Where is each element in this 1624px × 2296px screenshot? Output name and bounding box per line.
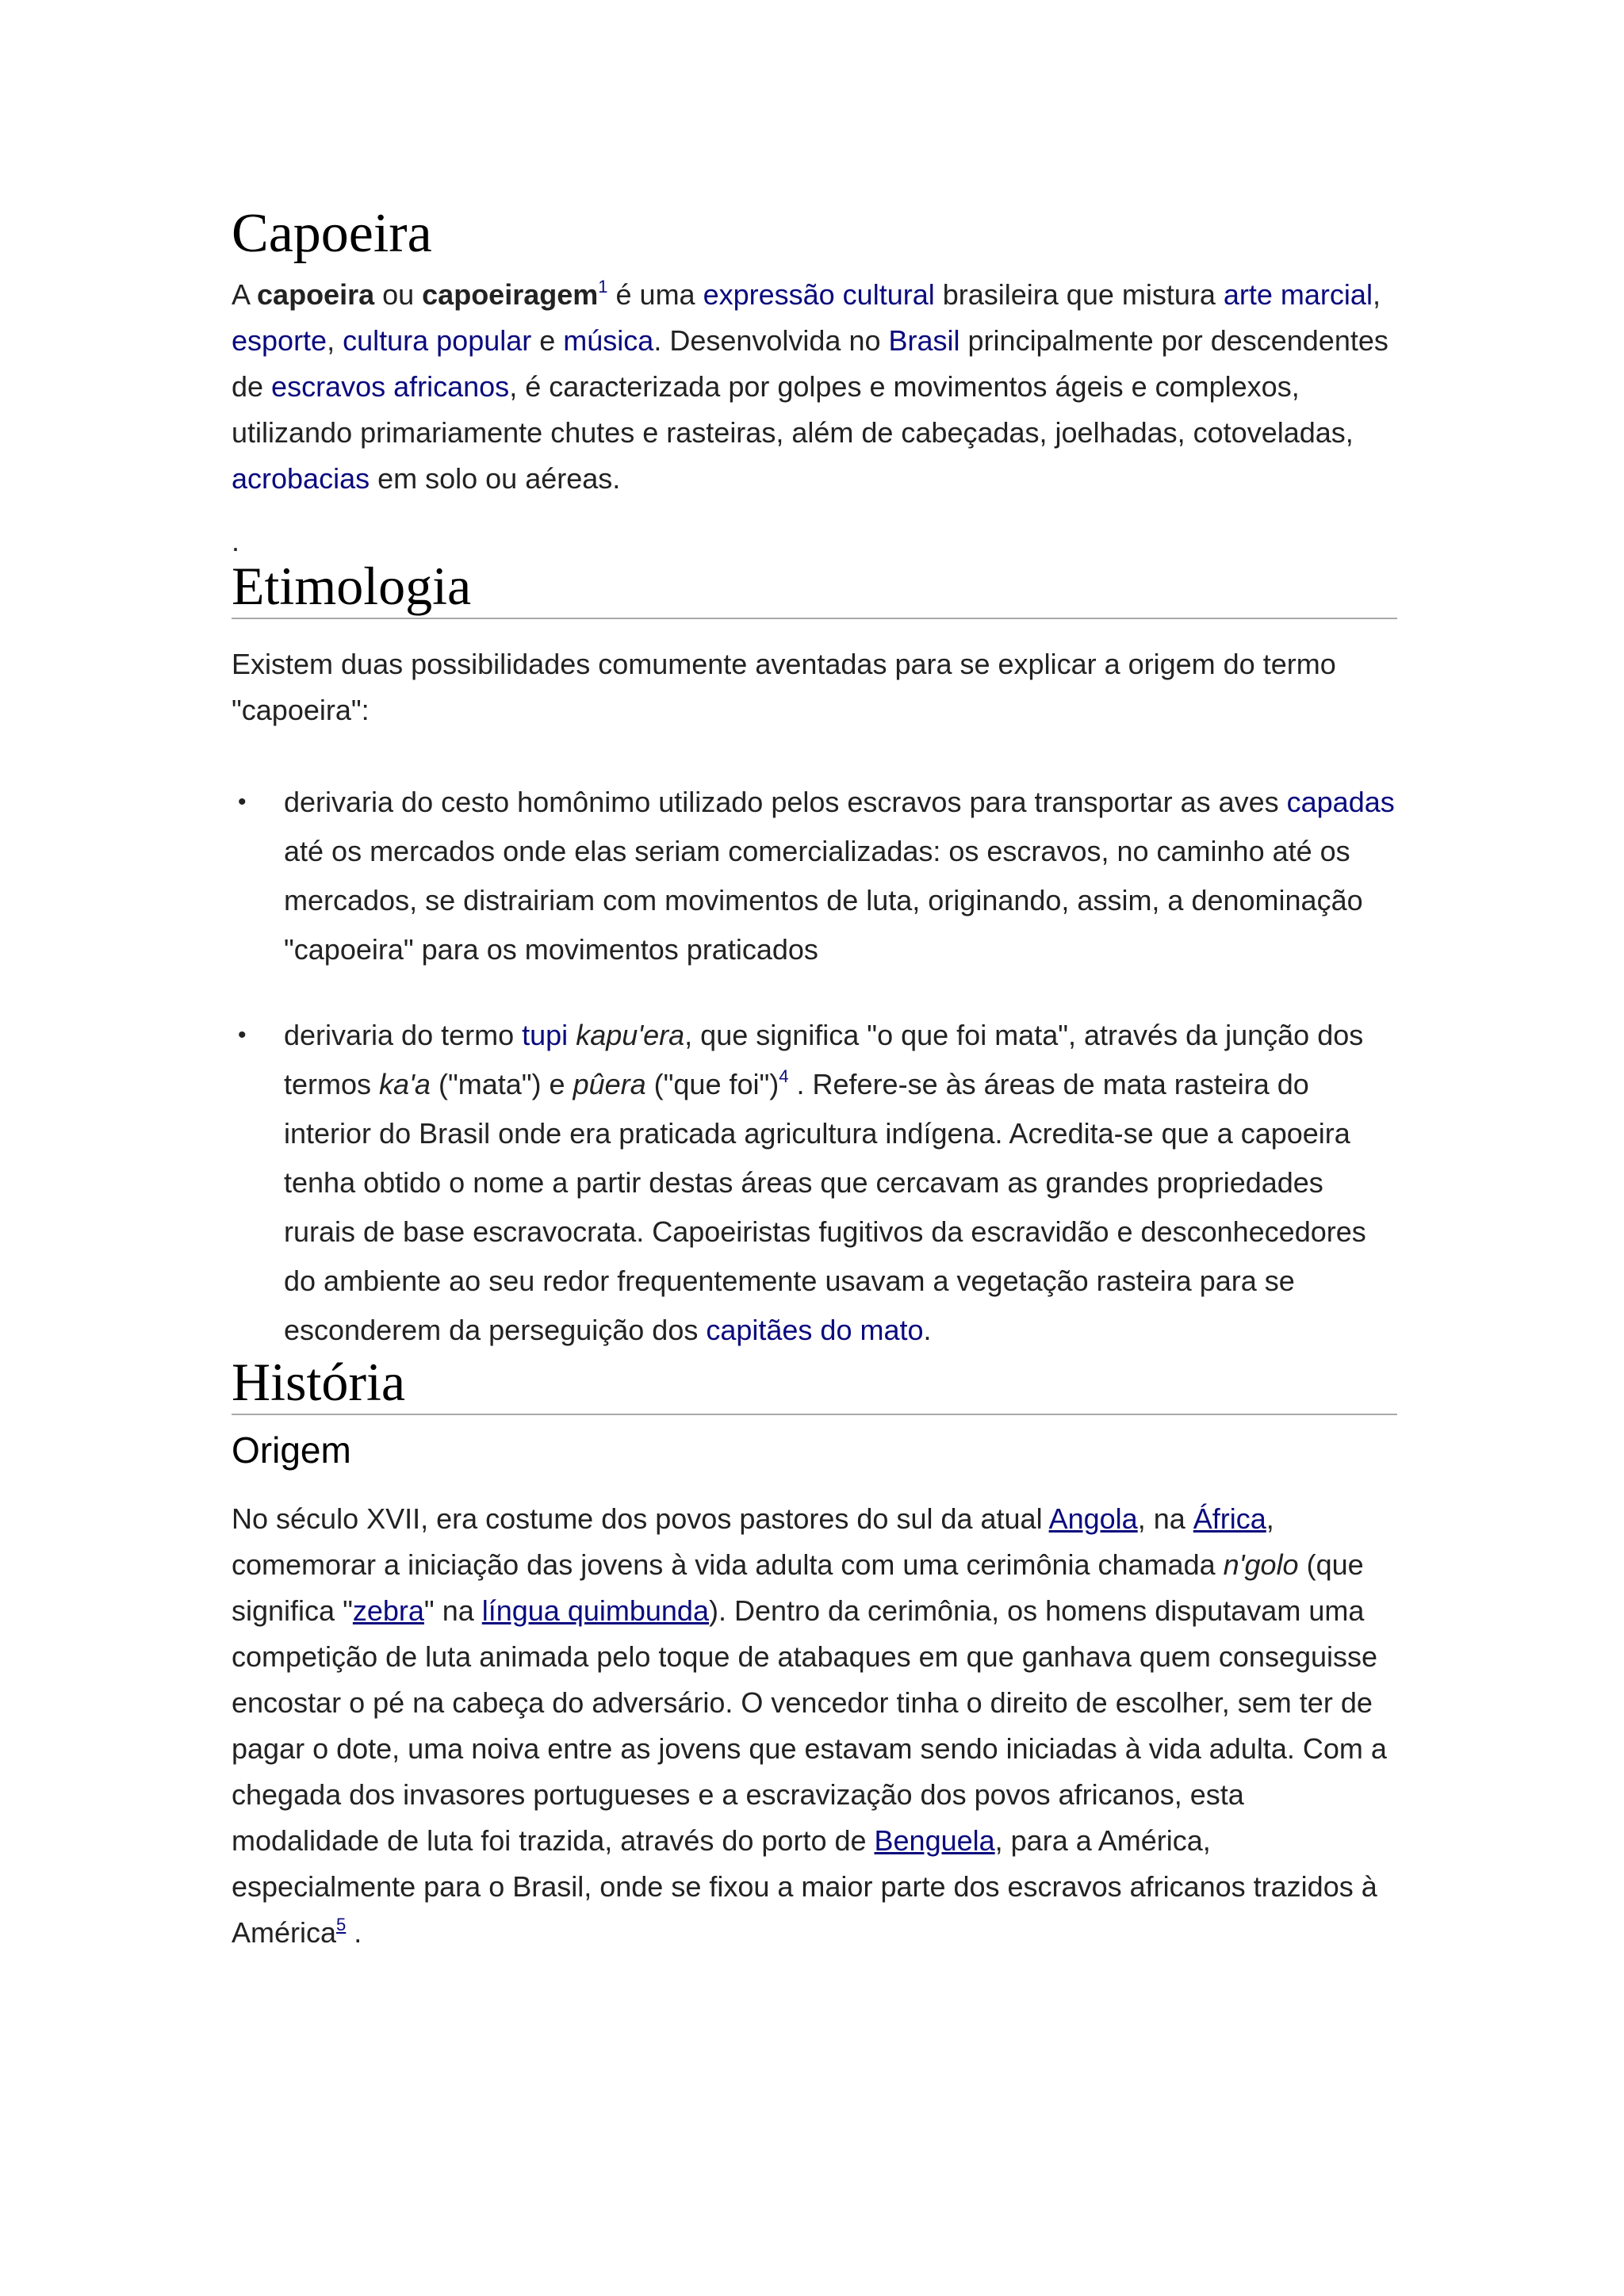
para-text: , comemorar a iniciação das jovens à vida adulta com uma cerimônia chamada <box>232 1502 1274 1581</box>
link-escravos-africanos[interactable]: escravos africanos <box>271 370 510 403</box>
para-text: , na <box>1137 1502 1193 1535</box>
para-text: No século XVII, era costume dos povos pastores do sul da atual <box>232 1502 1049 1535</box>
link-africa[interactable]: África <box>1193 1502 1266 1535</box>
intro-text: é uma <box>607 278 703 311</box>
stray-dot: . <box>232 525 240 557</box>
term-kapuera: kapu'era <box>576 1019 685 1051</box>
link-arte-marcial[interactable]: arte marcial <box>1223 278 1373 311</box>
link-zebra[interactable]: zebra <box>352 1594 424 1627</box>
footnote-ref-1[interactable]: 1 <box>598 277 608 297</box>
list-item <box>232 778 1397 974</box>
link-esporte[interactable]: esporte <box>232 324 327 357</box>
intro-text: ou <box>374 278 423 311</box>
link-cultura-popular[interactable]: cultura popular <box>343 324 532 357</box>
item-text: derivaria do cesto homônimo utilizado pelos escravos para transportar as aves <box>284 786 1287 818</box>
item-text <box>568 1019 576 1051</box>
link-lingua-quimbunda[interactable]: língua quimbunda <box>481 1594 709 1627</box>
origem-paragraph <box>232 1496 1397 1956</box>
intro-paragraph <box>232 272 1397 502</box>
item-text: , que significa "o que foi mata", através da junção dos termos <box>284 1019 1364 1100</box>
link-tupi[interactable]: tupi <box>522 1019 569 1051</box>
link-brasil[interactable]: Brasil <box>888 324 960 357</box>
term-ngolo: n'golo <box>1223 1548 1299 1581</box>
link-angola[interactable]: Angola <box>1048 1502 1138 1535</box>
term-capoeiragem: capoeiragem <box>422 278 599 311</box>
subsection-heading-origem: Origem <box>232 1429 351 1471</box>
bullet-icon: • <box>238 789 247 815</box>
intro-text: principalmente por descendentes de <box>232 324 1388 403</box>
para-text: " na <box>423 1594 482 1627</box>
footnote-link-5[interactable]: 5 <box>336 1915 347 1934</box>
section-heading-etimologia: Etimologia <box>232 559 1397 619</box>
etimologia-list <box>232 778 1397 1355</box>
para-text: (que significa " <box>232 1548 1364 1627</box>
page-title: Capoeira <box>232 203 432 264</box>
bullet-icon: • <box>238 1022 247 1048</box>
article <box>232 203 1397 1956</box>
link-expressao-cultural[interactable]: expressão cultural <box>703 278 935 311</box>
para-text: . <box>346 1916 362 1949</box>
item-text: até os mercados onde elas seriam comercializadas: os escravos, no caminho até os mercados, se distrairiam com movimentos de luta, originando, assim, a denominação "capoeira" para os movimentos praticados <box>284 835 1363 966</box>
term-capoeira: capoeira <box>257 278 375 311</box>
intro-text: . Desenvolvida no <box>653 324 889 357</box>
intro-text: , é caracterizada por golpes e movimentos ágeis e complexos, utilizando primariamente chutes e rasteiras, além de cabeçadas, joelhadas, cotoveladas, <box>232 370 1354 449</box>
para-text: , para a América, especialmente para o Brasil, onde se fixou a maior parte dos escravos africanos trazidos à América <box>232 1824 1377 1949</box>
intro-text: A <box>232 278 258 311</box>
link-benguela[interactable]: Benguela <box>874 1824 995 1857</box>
item-text: derivaria do termo <box>284 1019 523 1051</box>
etimologia-intro: Existem duas possibilidades comumente aventadas para se explicar a origem do termo "capoeira": <box>232 648 1336 726</box>
item-text: ("que foi") <box>645 1068 779 1100</box>
link-musica[interactable]: música <box>563 324 654 357</box>
list-item <box>232 1011 1397 1355</box>
intro-text: e <box>531 324 564 357</box>
item-text: ("mata") e <box>430 1068 573 1100</box>
footnote-ref-4[interactable]: 4 <box>779 1066 789 1086</box>
term-kaa: ka'a <box>379 1068 431 1100</box>
intro-text: em solo ou aéreas. <box>370 462 621 495</box>
link-capadas[interactable]: capadas <box>1286 786 1395 818</box>
intro-text: , <box>1372 278 1381 311</box>
para-text: ). Dentro da cerimônia, os homens disputavam uma competição de luta animada pelo toque de atabaques em que ganhava quem conseguisse encostar o pé na cabeça do adversário. O vencedor tinha o direito de escolher, sem ter de pagar o dote, uma noiva entre as jovens que estavam sendo iniciadas à vida adulta. Com a chegada dos invasores portugueses e a escravização dos povos africanos, esta modalidade de luta foi trazida, através do porto de <box>232 1594 1387 1857</box>
section-heading-historia: História <box>232 1355 1397 1415</box>
item-text: . Refere-se às áreas de mata rasteira do interior do Brasil onde era praticada agricultura indígena. Acredita-se que a capoeira tenha obtido o nome a partir destas áreas que cercavam as grandes propriedades rurais de base escravocrata. Capoeiristas fugitivos da escravidão e desconhecedores do ambiente ao seu redor frequentemente usavam a vegetação rasteira para se esconderem da perseguição dos <box>284 1068 1366 1346</box>
link-capitaes-do-mato[interactable]: capitães do mato <box>706 1314 924 1346</box>
item-text: . <box>923 1314 932 1346</box>
intro-text: , <box>327 324 343 357</box>
link-acrobacias[interactable]: acrobacias <box>232 462 370 495</box>
term-puera: pûera <box>573 1068 646 1100</box>
intro-text: brasileira que mistura <box>934 278 1224 311</box>
footnote-ref-5[interactable] <box>336 1915 346 1934</box>
